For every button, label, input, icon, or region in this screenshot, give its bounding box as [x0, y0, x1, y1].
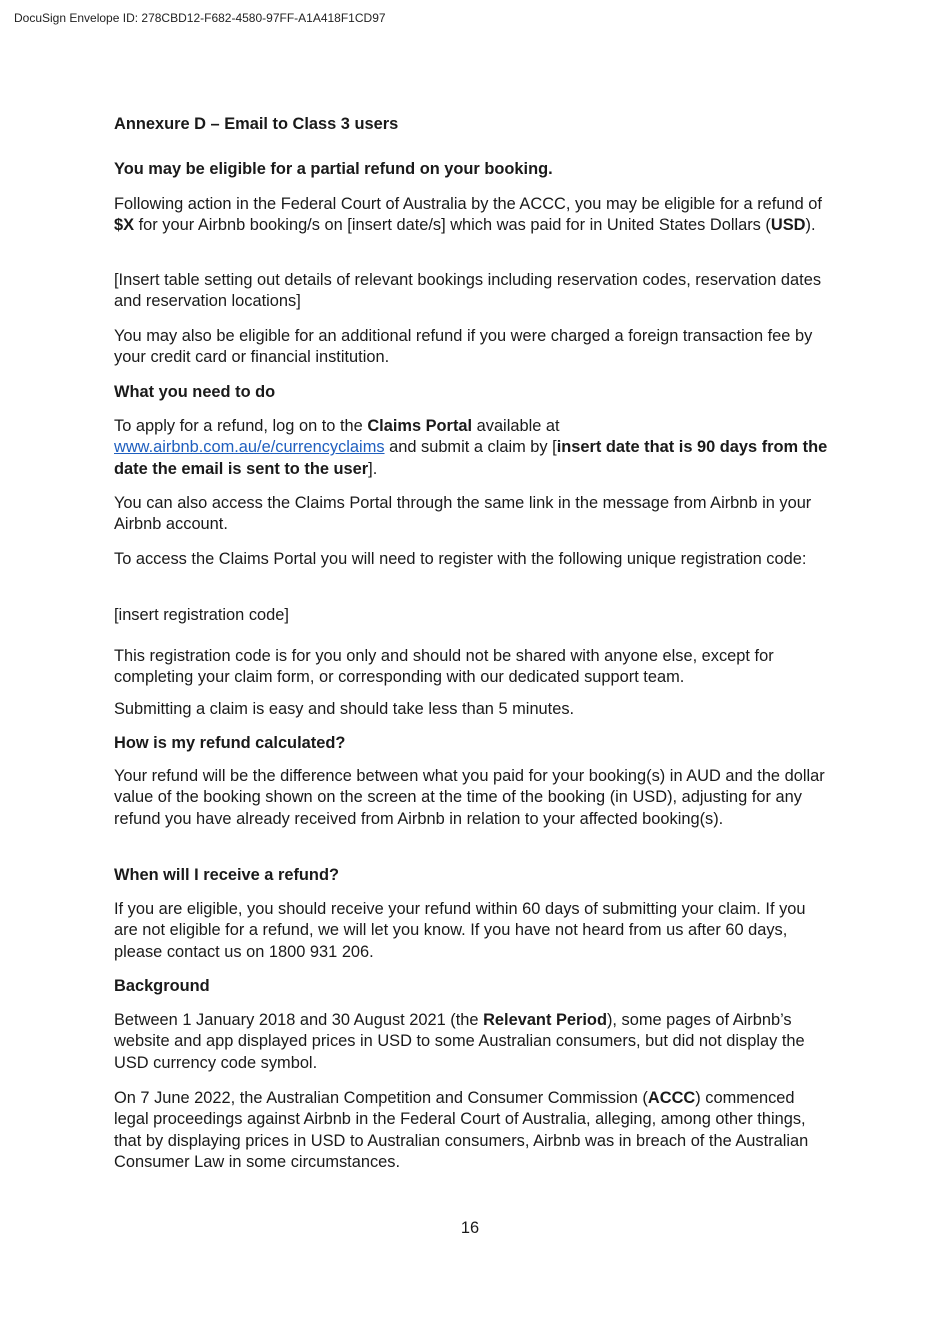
refund-amount: $X	[114, 216, 135, 235]
claim-deadline: insert date that is 90 days from the date the email is sent to the user	[114, 438, 828, 478]
register-paragraph: To access the Claims Portal you will need to register with the following unique registration code:	[114, 550, 807, 568]
registration-code-placeholder: [insert registration code]	[114, 606, 289, 624]
timing-heading: When will I receive a refund?	[114, 866, 339, 884]
relevant-period-term: Relevant Period	[483, 1011, 607, 1029]
easy-claim-note: Submitting a claim is easy and should take less than 5 minutes.	[114, 700, 575, 718]
insert-table-note: [Insert table setting out details of relevant bookings including reservation codes, reservation dates and reservation locations]	[114, 271, 822, 311]
headline: You may be eligible for a partial refund on your booking.	[114, 160, 553, 178]
calculation-paragraph: Your refund will be the difference between what you paid for your booking(s) in AUD and the dollar value of the booking shown on the screen at the time of the booking (in USD), adjusting for any refund you have already received from Airbnb in relation to your affected booking(s).	[114, 767, 825, 828]
additional-refund-paragraph: You may also be eligible for an additional refund if you were charged a foreign transaction fee by your credit card or financial institution.	[114, 327, 813, 367]
calculation-heading: How is my refund calculated?	[114, 734, 346, 752]
usd-term: USD	[770, 216, 806, 235]
claims-portal-term: Claims Portal	[367, 417, 473, 435]
background-paragraph-2: On 7 June 2022, the Australian Competition and Consumer Commission (ACCC) commenced legal proceedings against Airbnb in the Federal Court of Australia, alleging, among other things, that by displaying prices in USD to Australian consumers, Airbnb was in breach of the Australian Consumer Law in some circumstances.	[114, 1089, 809, 1172]
intro-paragraph: Following action in the Federal Court of Australia by the ACCC, you may be eligible for a refund of $X for your Airbnb booking/s on [insert date/s] which was paid for in United States Dollars (USD).	[114, 195, 822, 235]
background-heading: Background	[114, 977, 210, 995]
access-via-message-paragraph: You can also access the Claims Portal through the same link in the message from Airbnb in your Airbnb account.	[114, 494, 812, 534]
page-number: 16	[460, 1219, 480, 1237]
annexure-title: Annexure D – Email to Class 3 users	[114, 115, 399, 133]
registration-code-note: This registration code is for you only and should not be shared with anyone else, except for completing your claim form, or corresponding with our dedicated support team.	[114, 647, 774, 687]
timing-paragraph: If you are eligible, you should receive your refund within 60 days of submitting your claim. If you are not eligible for a refund, we will let you know. If you have not heard from us after 60 days, please contact us on 1800 931 206.	[114, 900, 806, 961]
background-paragraph-1: Between 1 January 2018 and 30 August 2021 (the Relevant Period), some pages of Airbnb’s website and app displayed prices in USD to some Australian consumers, but did not display the USD currency code symbol.	[114, 1011, 805, 1072]
claims-portal-link[interactable]: www.airbnb.com.au/e/currencyclaims	[114, 438, 385, 457]
apply-paragraph: To apply for a refund, log on to the Claims Portal available at www.airbnb.com.au/e/currencyclaims and submit a claim by [insert date that is 90 days from the date the email is sent to the user].	[114, 417, 828, 478]
docusign-envelope-id: DocuSign Envelope ID: 278CBD12-F682-4580-97FF-A1A418F1CD97	[14, 11, 386, 25]
accc-term: ACCC	[647, 1089, 696, 1107]
what-to-do-heading: What you need to do	[114, 383, 276, 401]
